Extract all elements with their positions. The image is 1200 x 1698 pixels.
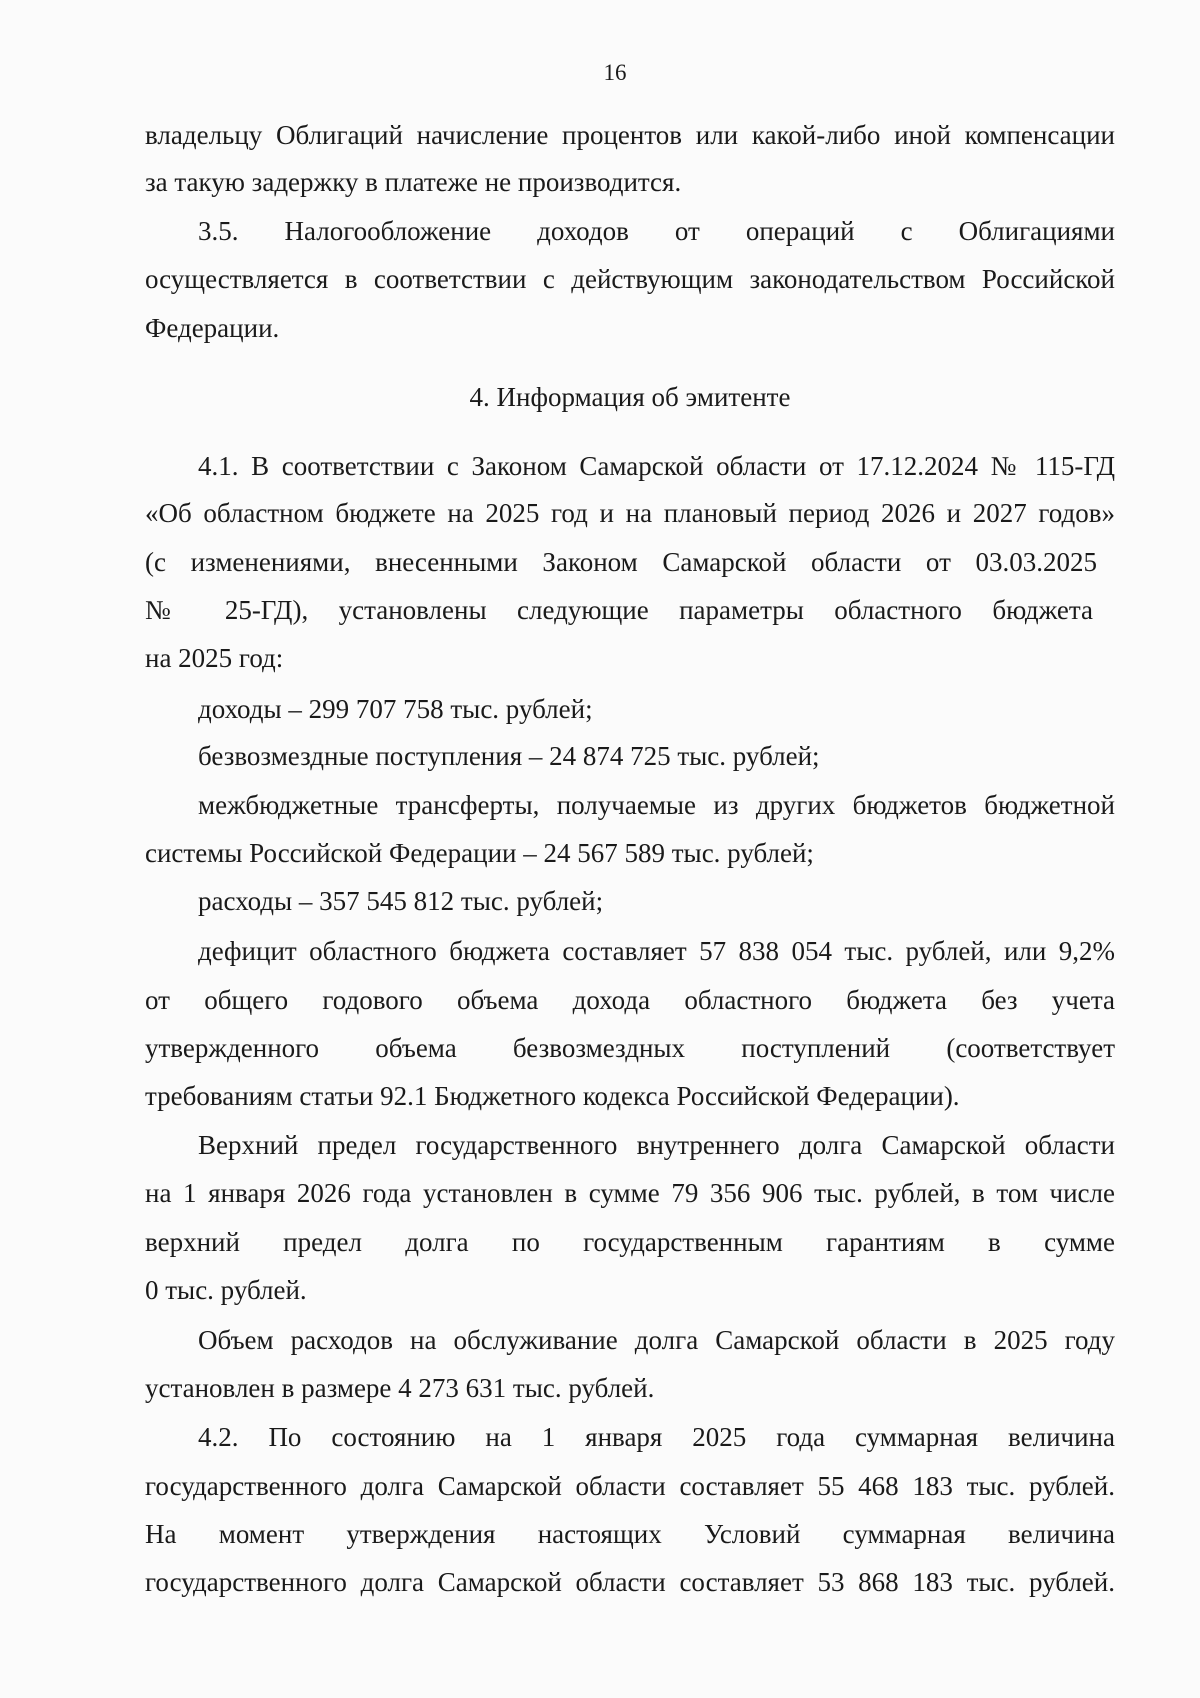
paragraph-line: На момент утверждения настоящих Условий суммарная величина [145,1519,1115,1549]
paragraph-line: утвержденного объема безвозмездных поступлений (соответствует [145,1033,1115,1063]
section-heading: 4. Информация об эмитенте [469,382,791,412]
paragraph-line: за такую задержку в платеже не производится. [145,167,682,197]
paragraph-line: от общего годового объема дохода областного бюджета без учета [145,985,1115,1015]
paragraph-line: расходы – 357 545 812 тыс. рублей; [198,886,604,916]
paragraph-line: доходы – 299 707 758 тыс. рублей; [198,694,593,724]
paragraph-line: требованиям статьи 92.1 Бюджетного кодекса Российской Федерации). [145,1081,960,1111]
paragraph-line: № 25-ГД), установлены следующие параметры областного бюджета [145,595,1093,625]
paragraph-line: верхний предел долга по государственным гарантиям в сумме [145,1227,1115,1257]
paragraph-line: дефицит областного бюджета составляет 57 838 054 тыс. рублей, или 9,2% [198,936,1115,966]
paragraph-line: Верхний предел государственного внутреннего долга Самарской области [198,1130,1115,1160]
paragraph-line: осуществляется в соответствии с действующим законодательством Российской [145,264,1115,294]
paragraph-line: межбюджетные трансферты, получаемые из других бюджетов бюджетной [198,790,1115,820]
paragraph-line: на 2025 год: [145,643,284,673]
paragraph-line: государственного долга Самарской области составляет 55 468 183 тыс. рублей. [145,1471,1115,1501]
paragraph-line: Федерации. [145,313,280,343]
paragraph-line: на 1 января 2026 года установлен в сумме 79 356 906 тыс. рублей, в том числе [145,1178,1115,1208]
paragraph-line: 0 тыс. рублей. [145,1275,307,1305]
paragraph-line: установлен в размере 4 273 631 тыс. рублей. [145,1373,655,1403]
paragraph-line: 4.2. По состоянию на 1 января 2025 года суммарная величина [198,1422,1115,1452]
page-number: 16 [603,60,627,85]
paragraph-line: 4.1. В соответствии с Законом Самарской области от 17.12.2024 № 115-ГД [198,451,1115,481]
paragraph-line: государственного долга Самарской области составляет 53 868 183 тыс. рублей. [145,1567,1115,1597]
paragraph-line: Объем расходов на обслуживание долга Самарской области в 2025 году [198,1325,1115,1355]
paragraph-line: владельцу Облигаций начисление процентов или какой-либо иной компенсации [145,120,1115,150]
paragraph-line: 3.5. Налогообложение доходов от операций с Облигациями [198,216,1115,246]
paragraph-line: безвозмездные поступления – 24 874 725 тыс. рублей; [198,741,820,771]
paragraph-line: «Об областном бюджете на 2025 год и на плановый период 2026 и 2027 годов» [145,498,1115,528]
paragraph-line: (с изменениями, внесенными Законом Самарской области от 03.03.2025 [145,547,1097,577]
paragraph-line: системы Российской Федерации – 24 567 589 тыс. рублей; [145,838,814,868]
